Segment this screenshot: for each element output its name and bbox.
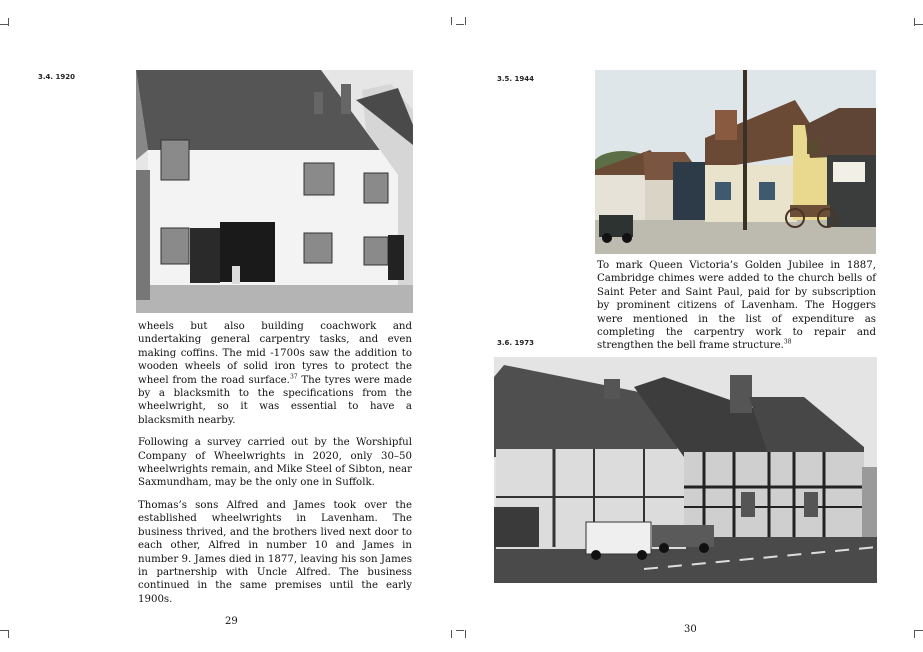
crop-mark — [0, 24, 8, 25]
paragraph: Thomas’s sons Alfred and James took over the established wheelwrights in Lavenham. The business thrived, and the brothers lived next door to each other, Alfred in number 10 and James in number 9. James died in 1877, leaving his son James in partnership with Uncle Alfred. The business continued in the same premises until the early 1900s. — [138, 499, 412, 605]
crop-mark — [8, 630, 9, 638]
figure-caption-3-5: 3.5. 1944 — [497, 75, 534, 83]
crop-mark — [8, 18, 9, 26]
crop-mark — [914, 630, 915, 638]
figure-caption-3-6: 3.6. 1973 — [497, 339, 534, 347]
left-body-text — [138, 320, 412, 615]
crop-mark — [456, 630, 464, 631]
crop-mark — [0, 630, 8, 631]
right-body-text — [597, 259, 876, 353]
crop-mark — [465, 630, 466, 638]
page-number-right: 30 — [684, 624, 697, 635]
crop-mark — [465, 17, 466, 25]
crop-mark — [451, 630, 452, 638]
crop-mark — [915, 24, 923, 25]
photo-1973-street — [494, 357, 877, 583]
crop-mark — [915, 630, 923, 631]
photo-1944-street — [595, 70, 876, 254]
paragraph: To mark Queen Victoria’s Golden Jubilee in 1887, Cambridge chimes were added to the church bells of Saint Peter and Saint Paul, paid for by subscription by prominent citizens of Lavenham. The Hoggers were mentioned in the list of expenditure as completing the carpentry work to repair and strengthen the bell frame structure.$^{38}$ — [597, 260, 876, 352]
figure-caption-3-4: 3.4. 1920 — [38, 73, 75, 81]
paragraph: Following a survey carried out by the Worshipful Company of Wheelwrights in 2020, only 30–50 wheelwrights remain, and Mike Steel of Sibton, near Saxmundham, may be the only one in Suffolk. — [138, 437, 412, 489]
footnote-ref[interactable]: 37 — [289, 373, 298, 381]
footnote-ref[interactable]: 38 — [783, 339, 792, 347]
paragraph: wheels but also building coachwork and undertaking general carpentry tasks, and even making coffins. The mid -1700s saw the addition to wooden wheels of solid iron tyres to protect the wheel from the road surface.$^{37}$ The tyres were made by a blacksmith to the specifications from the wheelwright, so it was essential to have a blacksmith nearby. — [138, 321, 413, 426]
photo-1920-house — [136, 70, 413, 313]
crop-mark — [451, 17, 452, 25]
crop-mark — [456, 24, 464, 25]
page-number-left: 29 — [225, 616, 238, 627]
